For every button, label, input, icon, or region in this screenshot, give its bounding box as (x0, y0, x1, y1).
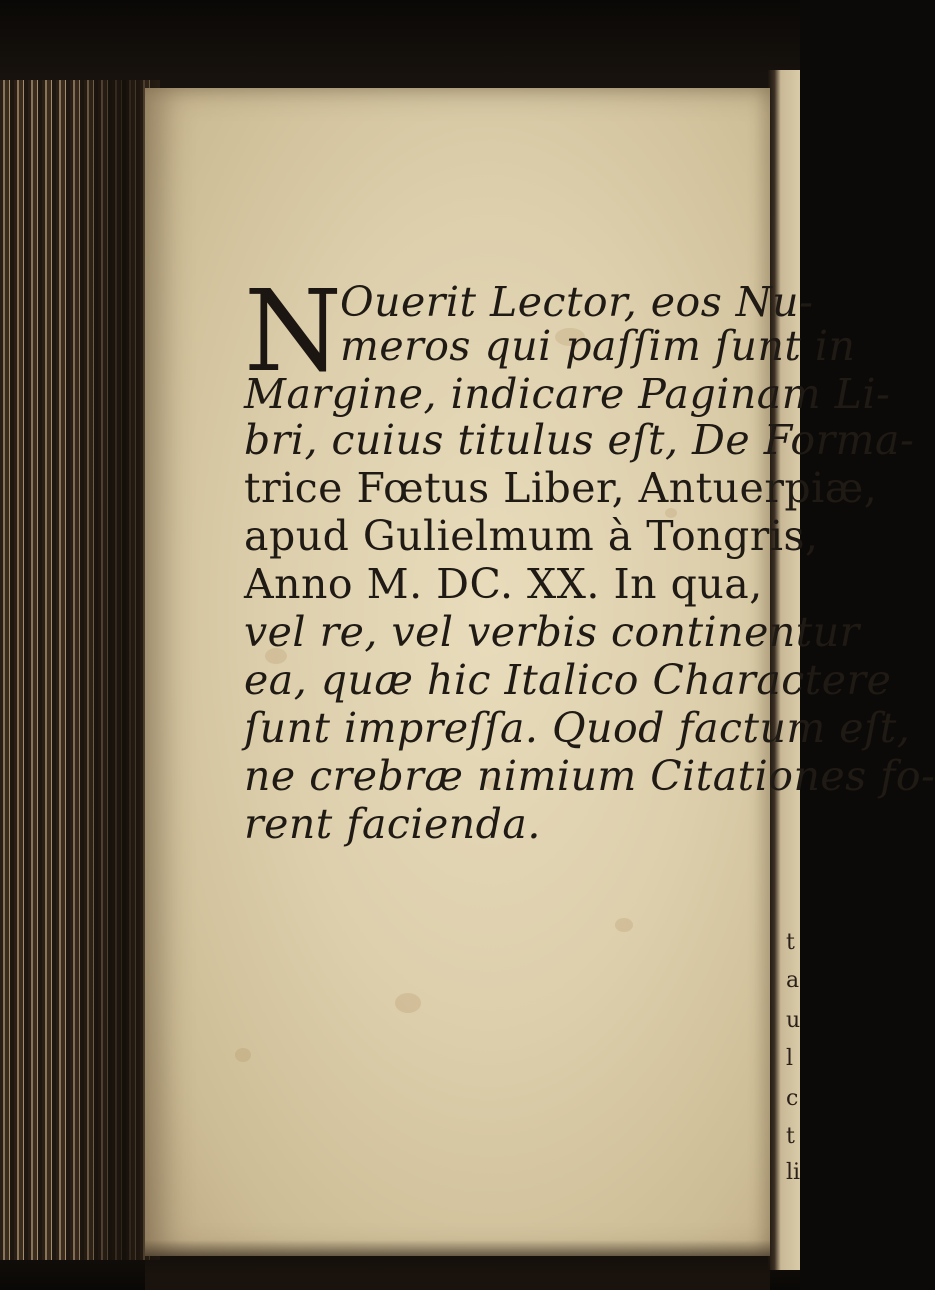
text-line: ſunt impreſſa. Quod factum eſt, (244, 704, 911, 752)
next-page-fragment: l (786, 1046, 794, 1071)
text-line: vel re, vel verbis continentur (244, 608, 860, 656)
text-line: ea, quæ hic Italico Charactere (244, 656, 892, 704)
text-line: Ouerit Lector, eos Nu- (340, 278, 814, 326)
text-line: meros qui paſſim ſunt in (340, 322, 856, 370)
next-page-fragment: u (786, 1008, 801, 1033)
text-line: trice Fœtus Liber, Antuerpiæ, (244, 464, 878, 512)
text-line: ne crebræ nimium Citationes fo- (244, 752, 935, 800)
next-page-fragment: c (786, 1086, 799, 1111)
text-line: Margine, indicare Paginam Li- (244, 370, 891, 418)
foxing-spot (235, 1048, 251, 1062)
text-line: rent facienda. (244, 800, 541, 848)
text-line: bri, cuius titulus eſt, De Forma- (244, 416, 915, 464)
foxing-spot (395, 993, 421, 1013)
foxing-spot (615, 918, 633, 932)
next-page-fragment: li (786, 1160, 801, 1185)
drop-cap: N (244, 267, 342, 397)
text-line: Anno M. DC. XX. In qua, (244, 560, 763, 608)
text-line: apud Gulielmum à Tongris, (244, 512, 819, 560)
next-page-fragment: t (786, 930, 795, 955)
next-page-fragment: a (786, 968, 800, 993)
page-bottom-shadow (145, 1240, 770, 1290)
next-page-fragment: t (786, 1124, 795, 1149)
